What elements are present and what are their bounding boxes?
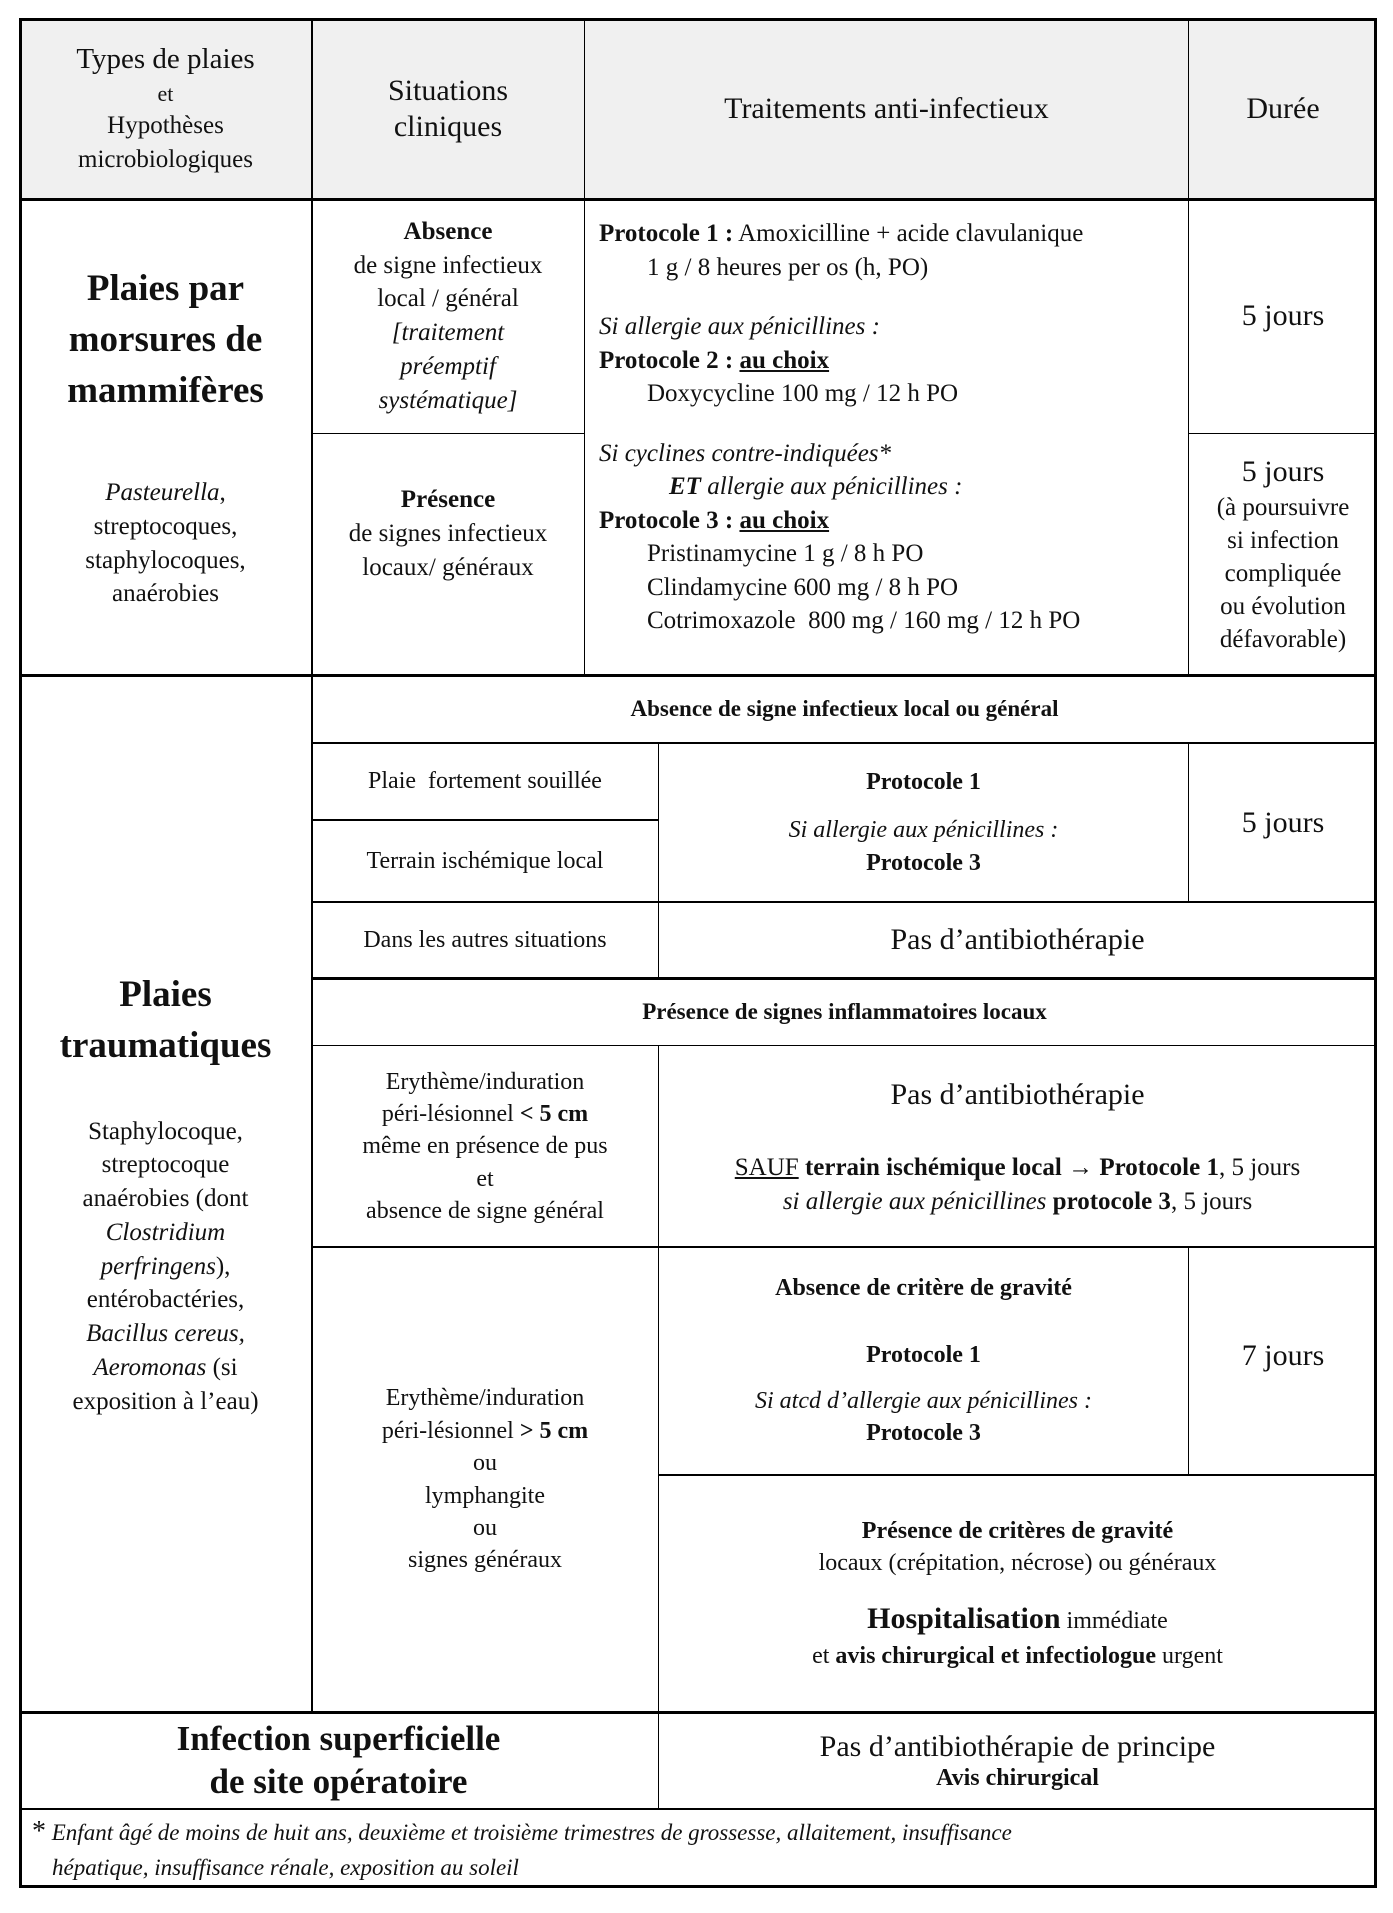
- duration-presence-line5: ou évolution: [1220, 593, 1346, 621]
- germ-streptocoques: streptocoques,: [93, 512, 238, 540]
- duration-presence-line1: 5 jours: [1241, 454, 1325, 488]
- rule-infection-split: [658, 1712, 659, 1809]
- rule-presence-header: [312, 1045, 1377, 1046]
- header-types-line4: microbiologiques: [78, 145, 253, 173]
- protocol3-line: [599, 504, 829, 538]
- germ-l9: exposition à l’eau): [72, 1387, 259, 1415]
- infection-treatment-label: Pas d’antibiothérapie de principe: [819, 1730, 1216, 1763]
- row-ischemique: [312, 820, 658, 902]
- rule-header: [19, 198, 1377, 201]
- germ-l1: Staphylocoque,: [88, 1117, 243, 1145]
- header-types: [19, 18, 312, 199]
- cyclines-note: Si cyclines contre-indiquées*: [599, 439, 892, 467]
- traumatiques-title: [60, 969, 272, 1071]
- rule-ischemique: [312, 901, 1377, 903]
- header-situations-line1: Situations: [387, 73, 508, 107]
- lt5-allergy-italic: si allergie aux pénicillines: [782, 1187, 1047, 1215]
- morsures-type: [19, 199, 312, 675]
- no-gravity-duration-value: 7 jours: [1241, 1339, 1325, 1372]
- rule-section2: [19, 1711, 1377, 1714]
- allergy-note: Si allergie aux pénicillines :: [599, 313, 880, 340]
- rule-autres: [312, 977, 1377, 980]
- header-situations: [312, 18, 584, 199]
- situation-presence-bold: Présence: [400, 486, 496, 514]
- morsures-title-line1: Plaies par: [86, 267, 245, 309]
- avis-pre: et: [812, 1642, 836, 1669]
- situation-presence-line2: de signes infectieux: [348, 520, 548, 548]
- rule-morsures-split: [312, 433, 584, 434]
- germ-l4: Clostridium: [105, 1218, 226, 1246]
- row-autres-treatment: [658, 902, 1377, 978]
- germ-l8-rest: (si: [206, 1353, 238, 1381]
- lt5-allergy-rest: , 5 jours: [1170, 1187, 1253, 1215]
- infection-title-line1: Infection superficielle: [176, 1718, 501, 1758]
- no-gravity-title: Absence de critère de gravité: [775, 1275, 1072, 1302]
- germ-l5-rest: ),: [215, 1252, 231, 1280]
- situation-absence-italic1: [traitement: [391, 319, 505, 346]
- morsures-treatment: [584, 199, 1189, 675]
- rule-col3-gravity: [1188, 1247, 1189, 1475]
- gravity-treatment: [658, 1475, 1377, 1712]
- rule-col3-row: [1188, 743, 1189, 902]
- header-duree-label: Durée: [1246, 91, 1320, 125]
- protocol3-choice: au choix: [739, 506, 830, 534]
- situation-absence-italic3: systématique]: [378, 386, 518, 414]
- lt5-l2-pre: péri-lésionnel: [381, 1100, 520, 1127]
- situation-absence-italic2: préemptif: [400, 352, 496, 380]
- row-duration-value: 5 jours: [1241, 805, 1325, 839]
- duration-presence-line3: si infection: [1227, 527, 1339, 555]
- presence-header-label: Présence de signes inflammatoires locaux: [642, 999, 1047, 1025]
- row-autres-label: Dans les autres situations: [363, 926, 607, 953]
- germ-l6: entérobactéries,: [86, 1286, 245, 1314]
- traumatiques-title-line2: traumatiques: [59, 1024, 272, 1066]
- rule-infection: [19, 1808, 1377, 1810]
- infection-avis: Avis chirurgical: [936, 1765, 1099, 1791]
- protocol3-drug1: Pristinamycine 1 g / 8 h PO: [647, 540, 924, 567]
- border-right: [1374, 18, 1377, 1888]
- gt5-l5: ou: [473, 1514, 497, 1541]
- rule-section1: [19, 674, 1377, 677]
- no-gravity-duration: [1189, 1247, 1377, 1475]
- duration-presence-line2: (à poursuivre: [1216, 494, 1350, 522]
- protocol1-line: [599, 217, 1083, 251]
- row-autres: [312, 902, 658, 978]
- germ-l5-italic: perfringens: [100, 1252, 216, 1280]
- hospitalisation-rest: immédiate: [1060, 1608, 1168, 1635]
- rule-souillee: [312, 819, 658, 821]
- avis-rest: urgent: [1156, 1642, 1223, 1669]
- situation-absence-bold: Absence: [403, 217, 493, 245]
- header-traitements-label: Traitements anti-infectieux: [724, 91, 1049, 125]
- row-protocol: [658, 743, 1189, 902]
- row-autres-treatment-label: Pas d’antibiothérapie: [890, 923, 1145, 956]
- sauf-bold: terrain ischémique local → Protocole 1: [798, 1154, 1219, 1181]
- presence-header: [312, 978, 1377, 1046]
- absence-header-label: Absence de signe infectieux local ou général: [630, 696, 1059, 722]
- germ-l3: anaérobies (dont: [82, 1185, 249, 1213]
- protocol3-label: Protocole 3 :: [599, 506, 740, 534]
- footnote-star: *: [32, 1816, 46, 1848]
- rule-col2-sec2b: [658, 1046, 659, 1712]
- row-protocol1: Protocole 1: [866, 768, 981, 795]
- protocol1-drug: Amoxicilline + acide clavulanique: [733, 220, 1084, 247]
- sauf-label: SAUF: [734, 1154, 799, 1181]
- protocol2-line: [599, 344, 829, 378]
- morsures-title-line3: mammifères: [67, 370, 264, 412]
- header-traitements: [584, 18, 1189, 199]
- row-ischemique-label: Terrain ischémique local: [366, 847, 604, 874]
- sauf-rest: , 5 jours: [1218, 1154, 1301, 1181]
- lt5-l2-bold: < 5 cm: [519, 1100, 589, 1127]
- row-souillee: [312, 743, 658, 820]
- row-allergy: Si allergie aux pénicillines :: [788, 817, 1059, 844]
- lt5-situation: [312, 1046, 658, 1247]
- morsures-title: [67, 263, 264, 416]
- protocol1-dose: 1 g / 8 heures per os (h, PO): [647, 253, 929, 281]
- morsures-title-line2: morsures de: [68, 318, 263, 360]
- border-left: [19, 18, 22, 1888]
- header-duree: [1189, 18, 1377, 199]
- infection-title-line2: de site opératoire: [209, 1761, 468, 1801]
- germ-staphylocoques: staphylocoques,: [85, 546, 246, 574]
- germ-anaerobies: anaérobies: [112, 580, 219, 608]
- infection-treatment: [658, 1712, 1377, 1809]
- gt5-l1: Erythème/induration: [385, 1385, 585, 1412]
- germ-l7: Bacillus cereus,: [86, 1320, 245, 1348]
- row-protocol3: Protocole 3: [866, 849, 981, 876]
- absence-header: [312, 675, 1377, 743]
- header-types-line3: Hypothèses: [107, 112, 224, 140]
- germ-l8-italic: Aeromonas: [93, 1353, 207, 1381]
- rule-col2-sec1: [584, 18, 585, 675]
- footnote: [19, 1809, 1377, 1887]
- rule-duration-split: [1189, 433, 1377, 434]
- lt5-treatment-title: Pas d’antibiothérapie: [890, 1077, 1145, 1111]
- gt5-situation: [312, 1247, 658, 1712]
- footnote-line1: Enfant âgé de moins de huit ans, deuxième et troisième trimestres de grossesse, allaitement, insuffisance: [46, 1820, 1012, 1846]
- et-bold: ET: [669, 473, 701, 500]
- no-gravity-treatment: [658, 1247, 1189, 1475]
- no-gravity-allergy: Si atcd d’allergie aux pénicillines :: [754, 1388, 1093, 1414]
- lt5-l4: et: [476, 1165, 494, 1192]
- avis-bold: avis chirurgical et infectiologue: [835, 1642, 1157, 1669]
- duration-presence: [1189, 433, 1377, 675]
- hospitalisation-bold: Hospitalisation: [867, 1602, 1061, 1636]
- row-duration: [1189, 743, 1377, 902]
- rule-absence-header: [312, 742, 1377, 744]
- gravity-title: Présence de critères de gravité: [861, 1517, 1174, 1544]
- rule-no-gravity: [658, 1474, 1377, 1476]
- et-rest: allergie aux pénicillines :: [700, 473, 963, 500]
- traumatiques-title-line1: Plaies: [119, 973, 212, 1015]
- traumatiques-type: [19, 675, 312, 1712]
- germ-comma: ,: [219, 479, 226, 507]
- antibiotic-table: [19, 18, 1377, 1888]
- germ-pasteurella: Pasteurella: [105, 479, 220, 507]
- rule-lt5: [312, 1246, 1377, 1248]
- rule-col2-sec2: [658, 743, 659, 978]
- duration-absence: [1189, 199, 1377, 433]
- header-types-line1: Types de plaies: [76, 43, 255, 76]
- rule-col3-sec1: [1188, 18, 1189, 675]
- row-souillee-label: Plaie fortement souillée: [368, 768, 602, 795]
- gt5-l4: lymphangite: [425, 1482, 545, 1509]
- traumatiques-germs: [72, 1115, 258, 1419]
- header-types-line2: et: [157, 81, 174, 107]
- protocol2-drug: Doxycycline 100 mg / 12 h PO: [647, 380, 959, 407]
- situation-presence: [312, 433, 584, 675]
- border-top: [19, 18, 1377, 21]
- gt5-l3: ou: [473, 1450, 497, 1477]
- et-allergy-line: [599, 470, 962, 504]
- rule-col1: [311, 18, 313, 1712]
- duration-presence-line4: compliquée: [1224, 560, 1342, 588]
- protocol2-label: Protocole 2 :: [599, 346, 740, 374]
- no-gravity-protocol3: Protocole 3: [866, 1420, 981, 1447]
- footnote-line2: hépatique, insuffisance rénale, exposition au soleil: [52, 1854, 519, 1880]
- gravity-subtitle: locaux (crépitation, nécrose) ou généraux: [818, 1550, 1217, 1577]
- situation-absence-line3: local / général: [377, 285, 519, 313]
- protocol3-drug2: Clindamycine 600 mg / 8 h PO: [647, 573, 959, 601]
- germ-l2: streptocoque: [101, 1151, 230, 1179]
- gt5-l6: signes généraux: [408, 1547, 562, 1574]
- protocol1-label: Protocole 1 :: [599, 220, 734, 247]
- protocol3-drug3: Cotrimoxazole 800 mg / 160 mg / 12 h PO: [647, 607, 1081, 634]
- border-bottom: [19, 1885, 1377, 1888]
- duration-presence-line6: défavorable): [1219, 626, 1347, 654]
- gt5-l2-pre: péri-lésionnel: [381, 1417, 520, 1444]
- protocol2-choice: au choix: [739, 346, 830, 374]
- lt5-treatment: [658, 1046, 1377, 1247]
- situation-absence-line2: de signe infectieux: [353, 251, 543, 279]
- morsures-germs: [85, 476, 245, 611]
- gt5-l2-bold: > 5 cm: [519, 1417, 589, 1444]
- situation-absence: [312, 199, 584, 433]
- situation-presence-line3: locaux/ généraux: [362, 553, 534, 581]
- infection-title: [19, 1712, 658, 1809]
- header-situations-line2: cliniques: [393, 109, 503, 143]
- lt5-l5: absence de signe général: [366, 1198, 604, 1225]
- lt5-l1: Erythème/induration: [385, 1068, 585, 1095]
- duration-absence-value: 5 jours: [1241, 299, 1325, 332]
- lt5-l3: même en présence de pus: [362, 1133, 608, 1160]
- no-gravity-protocol1: Protocole 1: [866, 1341, 981, 1368]
- lt5-allergy-bold: protocole 3: [1046, 1187, 1171, 1215]
